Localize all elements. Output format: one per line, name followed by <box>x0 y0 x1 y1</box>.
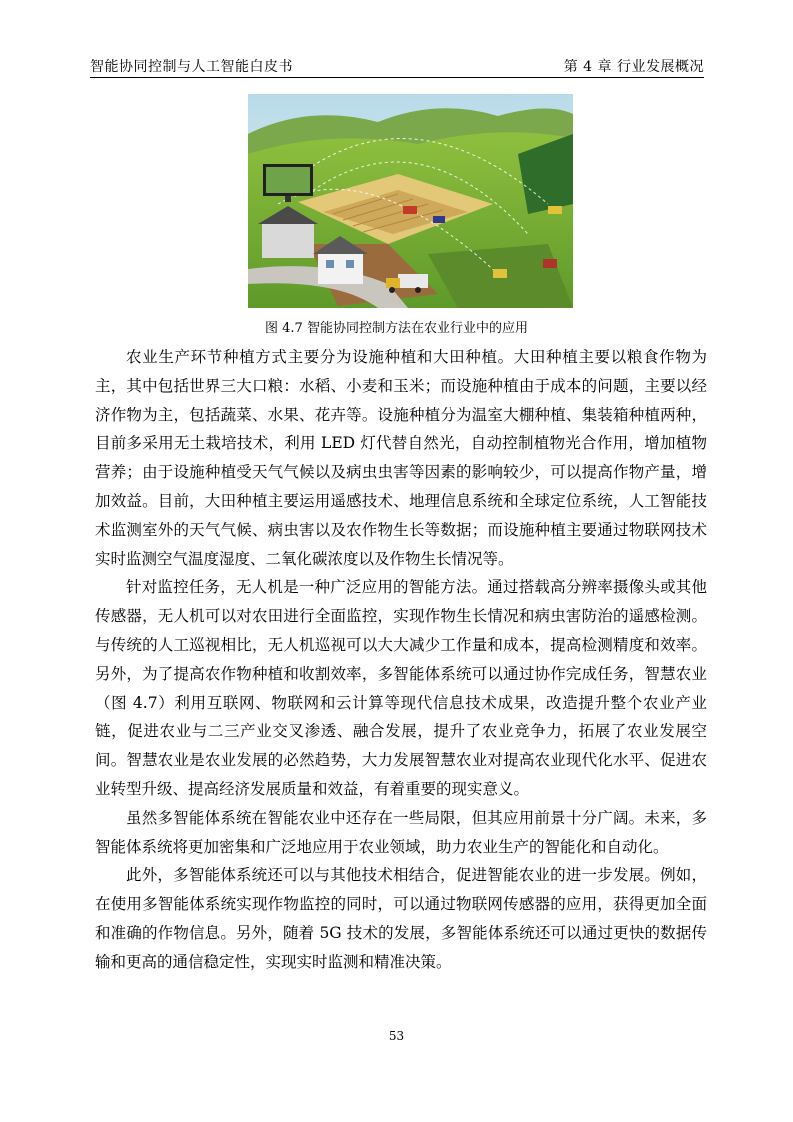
paragraph: 针对监控任务，无人机是一种广泛应用的智能方法。通过搭载高分辨率摄像头或其他传感器，无人机可以对农田进行全面监控，实现作物生长情况和病虫害防治的遥感检测。与传统的人工巡视相比，无人机巡视可以大大减少工作量和成本，提高检测精度和效率。另外，为了提高农作物种植和收割效率，多智能体系统可以通过协作完成任务，智慧农业（图 4.7）利用互联网、物联网和云计算等现代信息技术成果，改造提升整个农业产业链，促进农业与二三产业交叉渗透、融合发展，提升了农业竞争力，拓展了农业发展空间。智慧农业是农业发展的必然趋势，大力发展智慧农业对提高农业现代化水平、促进农业转型升级、提高经济发展质量和效益，有着重要的现实意义。 <box>95 578 707 798</box>
figure-caption: 图 4.7 智能协同控制方法在农业行业中的应用 <box>265 321 528 336</box>
smart-agriculture-illustration <box>248 94 573 308</box>
paragraph: 此外，多智能体系统还可以与其他技术相结合，促进智能农业的进一步发展。例如，在使用多智能体系统实现作物监控的同时，可以通过物联网传感器的应用，获得更加全面和准确的作物信息。另外，随着 5G 技术的发展，多智能体系统还可以通过更快的数据传输和更高的通信稳定性，实现实时监测和精准决策。 <box>95 866 707 971</box>
page-number: 53 <box>388 1029 405 1043</box>
page-header <box>90 56 704 78</box>
header-rule <box>90 77 704 78</box>
paragraph: 虽然多智能体系统在智能农业中还存在一些局限，但其应用前景十分广阔。未来，多智能体系统将更加密集和广泛地应用于农业领域，助力农业生产的智能化和自动化。 <box>95 808 707 856</box>
body-text <box>95 343 707 977</box>
header-book-title: 智能协同控制与人工智能白皮书 <box>90 59 293 75</box>
paragraph: 农业生产环节种植方式主要分为设施种植和大田种植。大田种植主要以粮食作物为主，其中包括世界三大口粮：水稻、小麦和玉米；而设施种植由于成本的问题，主要以经济作物为主，包括蔬菜、水果、花卉等。设施种植分为温室大棚种植、集装箱种植两种，目前多采用无土栽培技术，利用 LED 灯代替自然光，自动控制植物光合作用，增加植物营养；由于设施种植受天气气候以及病虫虫害等因素的影响较少，可以提高作物产量，增加效益。目前，大田种植主要运用遥感技术、地理信息系统和全球定位系统，人工智能技术监测室外的天气气候、病虫害以及农作物生长等数据；而设施种植主要通过物联网技术实时监测空气温度湿度、二氧化碳浓度以及作物生长情况等。 <box>95 348 707 568</box>
header-chapter-title: 第 4 章 行业发展概况 <box>563 59 704 75</box>
